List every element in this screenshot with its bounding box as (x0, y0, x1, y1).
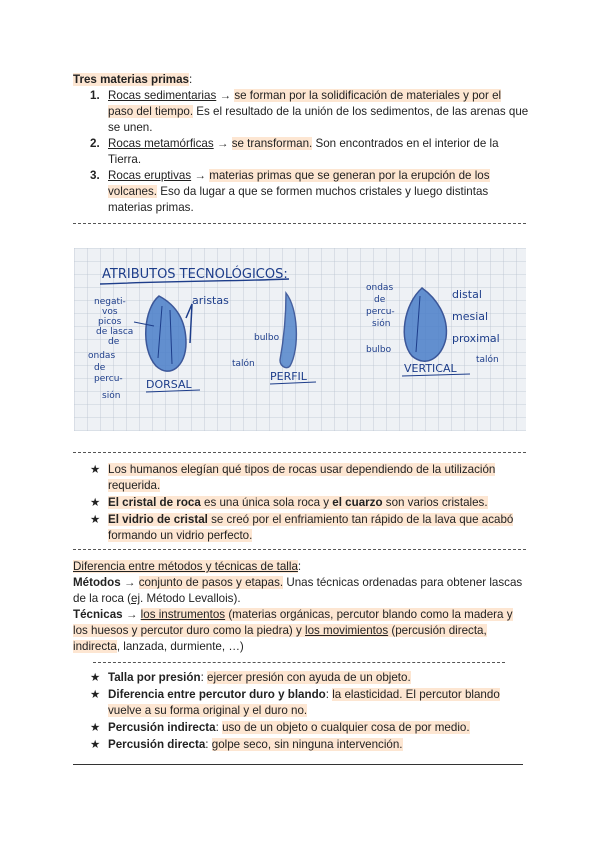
metodos-section (73, 559, 529, 655)
title-colon: : (297, 560, 302, 573)
label-aristas: aristas (192, 294, 229, 307)
note-bold: el cuarzo (332, 496, 383, 509)
item-text: Son encontrados en el interior de la Tierra. (108, 137, 499, 166)
arrow: → (191, 169, 210, 182)
tecnicas-label: Técnicas (73, 608, 123, 621)
star-icon: ★ (90, 513, 101, 526)
notes-list (73, 462, 529, 544)
list-item (73, 495, 529, 511)
metodos-text: Unas técnicas ordenadas para obtener lascas de la roca ( (73, 576, 523, 605)
item-term: Rocas metamórficas (108, 137, 214, 150)
label-vos: vos (102, 307, 118, 317)
label-negati: negati- (94, 297, 126, 307)
dashed-divider (93, 662, 505, 663)
talla-label: Diferencia entre percutor duro y blando (108, 688, 326, 701)
item-text: Es el resultado de la unión de los sedimentos, de las arenas que se unen. (108, 105, 529, 134)
item-term: Rocas sedimentarias (108, 89, 217, 102)
star-icon: ★ (90, 721, 101, 734)
label-talon-v: talón (476, 355, 499, 365)
tecnicas-paragraph (73, 607, 529, 655)
label-bulbo-v: bulbo (366, 345, 392, 355)
item-number: 3. (90, 169, 100, 182)
item-number: 1. (90, 89, 100, 102)
separator: : (200, 671, 208, 684)
star-icon: ★ (90, 688, 101, 701)
star-icon: ★ (90, 671, 101, 684)
label-de-lasca: de lasca (96, 327, 134, 337)
tecnicas-text: , lanzada, durmiente, …) (116, 640, 244, 653)
item-definition: materias primas que se generan por la erupción de los volcanes. (108, 169, 490, 198)
label-de: de (108, 337, 120, 347)
section-title (73, 72, 529, 88)
label-mesial: mesial (452, 310, 489, 323)
list-item (73, 687, 529, 719)
metodos-title-line (73, 559, 529, 575)
talla-text: golpe seco, sin ninguna intervención. (211, 738, 403, 751)
separator: : (215, 721, 223, 734)
label-vertical: VERTICAL (404, 362, 457, 375)
label-percu-v: percu- (366, 307, 395, 317)
talla-text: ejercer presión con ayuda de un objeto. (207, 671, 411, 684)
note-bold: El vidrio de cristal (108, 513, 208, 526)
note-text: son varios cristales. (382, 496, 488, 509)
materias-primas-section (73, 72, 529, 216)
title-colon: : (189, 73, 193, 86)
label-ondas-v: ondas (366, 283, 394, 293)
item-text: Eso da lugar a que se formen muchos cristales y luego distintas materias primas. (108, 185, 489, 214)
talla-text: la elasticidad. El percutor blando vuelve a su forma original y el duro no. (108, 688, 500, 717)
list-item (73, 512, 529, 544)
materias-list (73, 88, 529, 216)
note-text: se creó por el enfriamiento tan rápido de la lava que acabó formando un vidrio perfecto. (108, 513, 514, 542)
label-de-v: de (374, 295, 386, 305)
list-item (73, 720, 529, 736)
end-rule (73, 764, 523, 765)
talla-label: Percusión directa (108, 738, 206, 751)
metodos-paragraph (73, 575, 529, 607)
item-definition: se forman por la solidificación de materiales y por el paso del tiempo. (108, 89, 502, 118)
arrow: → (216, 89, 235, 102)
note-text: es una única sola roca y (200, 496, 333, 509)
arrow: → (213, 137, 232, 150)
star-icon: ★ (90, 496, 101, 509)
tecnicas-text: (percusión directa, indirecta (73, 624, 487, 653)
label-picos: picos (98, 317, 122, 327)
label-talon: talón (232, 359, 255, 369)
star-icon: ★ (90, 738, 101, 751)
item-term: Rocas eruptivas (108, 169, 192, 182)
label-de-2: de (94, 363, 106, 373)
metodos-label: Métodos (73, 576, 121, 589)
metodos-text: . Método Levallois). (140, 592, 241, 605)
label-percu: percu- (94, 374, 123, 384)
label-dorsal: DORSAL (146, 378, 192, 391)
talla-label: Percusión indirecta (108, 721, 216, 734)
label-distal: distal (452, 288, 482, 301)
tecnicas-text: (materias orgánicas, percutor blando como la madera y los huesos y percutor duro como la piedra) y (73, 608, 513, 637)
list-item (73, 462, 529, 494)
materias-title: Tres materias primas (73, 73, 190, 86)
rocas-notes (73, 462, 529, 545)
label-ondas: ondas (88, 351, 116, 361)
label-perfil: PERFIL (270, 370, 307, 383)
tecnicas-movimientos: los movimientos (305, 624, 389, 637)
list-item (73, 168, 529, 216)
list-item (73, 88, 529, 136)
list-item (73, 670, 529, 686)
separator: : (325, 688, 333, 701)
talla-text: uso de un objeto o cualquier cosa de por medio. (222, 721, 470, 734)
label-bulbo: bulbo (254, 333, 280, 343)
label-proximal: proximal (452, 332, 500, 345)
talla-list (73, 670, 529, 753)
arrow: → (120, 576, 139, 589)
label-sion-v: sión (372, 319, 391, 329)
note-bold: El cristal de roca (108, 496, 201, 509)
talla-notes (73, 670, 529, 754)
note-text: Los humanos elegían qué tipos de rocas usar dependiendo de la utilización requerida. (108, 463, 496, 492)
sketch-heading: ATRIBUTOS TECNOLÓGICOS: (102, 267, 288, 282)
list-item (73, 737, 529, 753)
dashed-divider (73, 549, 526, 550)
item-number: 2. (90, 137, 100, 150)
separator: : (205, 738, 212, 751)
dashed-divider (73, 452, 526, 453)
tecnicas-instrumentos: los instrumentos (140, 608, 226, 621)
item-definition: se transforman. (231, 137, 313, 150)
atributos-sketch (74, 248, 526, 431)
metodos-definition: conjunto de pasos y etapas. (138, 576, 284, 589)
talla-label: Talla por presión (108, 671, 201, 684)
arrow: → (122, 608, 141, 621)
dashed-divider (73, 223, 526, 224)
metodos-ej: ej (131, 592, 141, 605)
list-item (73, 136, 529, 168)
metodos-title: Diferencia entre métodos y técnicas de talla (73, 560, 298, 573)
label-sion: sión (102, 391, 121, 401)
star-icon: ★ (90, 463, 101, 476)
